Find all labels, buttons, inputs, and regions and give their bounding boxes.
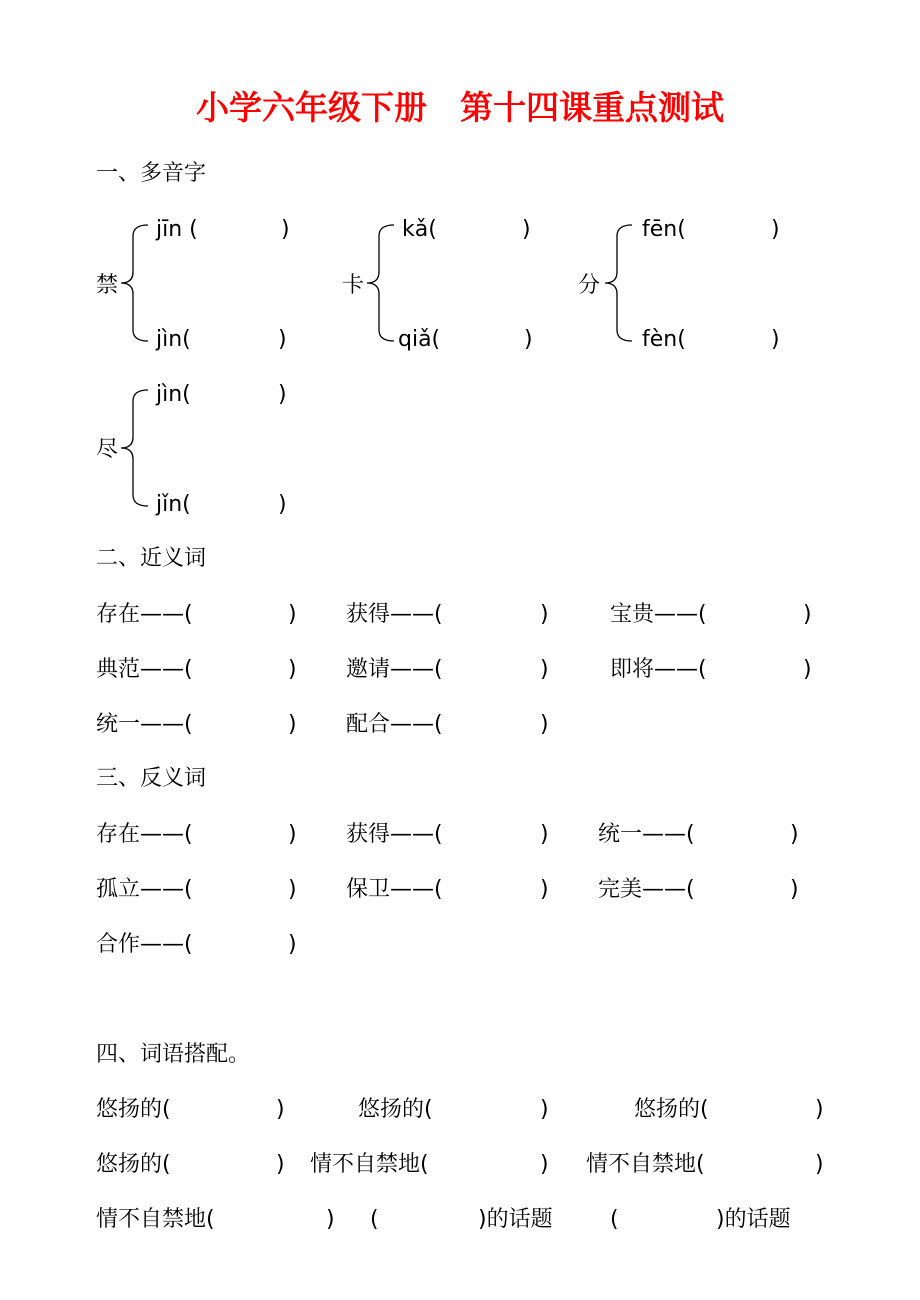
paren-close: )	[540, 712, 549, 737]
paren-close: )	[771, 327, 780, 352]
polyphone-char: 卡	[342, 273, 365, 298]
reading-top: jìn(	[156, 382, 191, 407]
curly-brace-icon	[364, 222, 398, 344]
synonym-item: 邀请——(	[346, 657, 443, 682]
section-heading-synonyms: 二、近义词	[96, 546, 207, 571]
synonym-item: 配合——(	[346, 712, 443, 737]
paren-close: )	[288, 932, 297, 957]
paren-close: )	[278, 382, 287, 407]
antonym-item: 完美——(	[598, 877, 695, 902]
curly-brace-icon	[602, 222, 636, 344]
paren-close: )	[540, 877, 549, 902]
paren-close: )	[771, 217, 780, 242]
paren-close: )	[790, 877, 799, 902]
synonym-item: 获得——(	[346, 602, 443, 627]
paren-close: )	[540, 1152, 549, 1177]
reading-top: jīn (	[156, 217, 198, 242]
synonym-item: 存在——(	[96, 602, 193, 627]
collocation-item: 悠扬的(	[96, 1097, 171, 1122]
curly-brace-icon	[118, 222, 152, 344]
antonym-item: 保卫——(	[346, 877, 443, 902]
collocation-item: 悠扬的(	[358, 1097, 433, 1122]
collocation-suffix: )的话题	[478, 1207, 553, 1232]
page-title: 小学六年级下册 第十四课重点测试	[196, 88, 724, 127]
antonym-item: 存在——(	[96, 822, 193, 847]
collocation-item: 悠扬的(	[96, 1152, 171, 1177]
paren-close: )	[281, 217, 290, 242]
paren-close: )	[540, 657, 549, 682]
paren-close: )	[288, 877, 297, 902]
paren-close: )	[815, 1097, 824, 1122]
polyphone-char: 禁	[96, 273, 119, 298]
polyphone-char: 尽	[96, 437, 119, 462]
section-heading-polyphones: 一、多音字	[96, 161, 207, 186]
collocation-item: 情不自禁地(	[96, 1207, 215, 1232]
section-heading-antonyms: 三、反义词	[96, 766, 207, 791]
antonym-item: 获得——(	[346, 822, 443, 847]
collocation-suffix: )的话题	[716, 1207, 791, 1232]
antonym-item: 孤立——(	[96, 877, 193, 902]
collocation-item: (	[370, 1207, 379, 1232]
collocation-item: (	[610, 1207, 619, 1232]
paren-close: )	[326, 1207, 335, 1232]
paren-close: )	[815, 1152, 824, 1177]
collocation-item: 情不自禁地(	[586, 1152, 705, 1177]
paren-close: )	[803, 602, 812, 627]
paren-close: )	[540, 822, 549, 847]
reading-top: fēn(	[642, 217, 686, 242]
synonym-item: 典范——(	[96, 657, 193, 682]
paren-close: )	[540, 602, 549, 627]
paren-close: )	[522, 217, 531, 242]
reading-top: kǎ(	[402, 217, 437, 242]
paren-close: )	[288, 712, 297, 737]
collocation-item: 悠扬的(	[634, 1097, 709, 1122]
paren-close: )	[288, 657, 297, 682]
paren-close: )	[288, 602, 297, 627]
reading-bottom: jìn(	[156, 327, 191, 352]
paren-close: )	[540, 1097, 549, 1122]
antonym-item: 统一——(	[598, 822, 695, 847]
paren-close: )	[276, 1097, 285, 1122]
reading-bottom: fèn(	[642, 327, 686, 352]
paren-close: )	[803, 657, 812, 682]
paren-close: )	[276, 1152, 285, 1177]
collocation-item: 情不自禁地(	[310, 1152, 429, 1177]
reading-bottom: jǐn(	[156, 492, 191, 517]
paren-close: )	[524, 327, 533, 352]
paren-close: )	[288, 822, 297, 847]
antonym-item: 合作——(	[96, 932, 193, 957]
paren-close: )	[790, 822, 799, 847]
paren-close: )	[278, 327, 287, 352]
reading-bottom: qiǎ(	[398, 327, 441, 352]
synonym-item: 统一——(	[96, 712, 193, 737]
synonym-item: 即将——(	[610, 657, 707, 682]
curly-brace-icon	[118, 387, 152, 509]
synonym-item: 宝贵——(	[610, 602, 707, 627]
paren-close: )	[278, 492, 287, 517]
polyphone-char: 分	[578, 273, 601, 298]
section-heading-collocation: 四、词语搭配。	[96, 1042, 251, 1067]
